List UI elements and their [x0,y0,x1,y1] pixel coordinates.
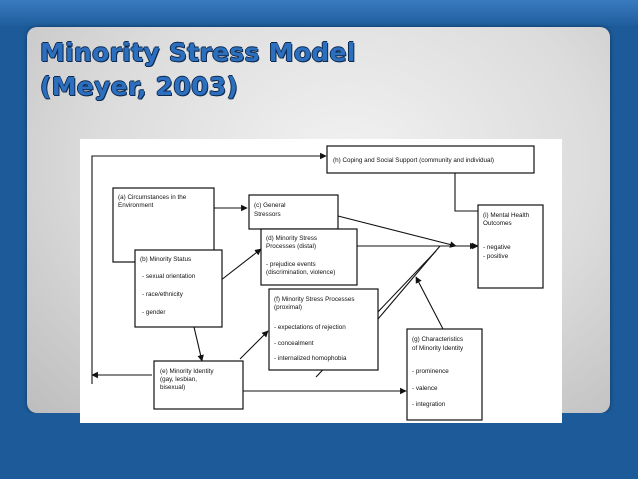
arrow-b-to-d [216,249,261,284]
arrow-e-to-f [240,331,268,359]
box-e-line-2: (gay, lesbian, [160,376,197,383]
box-f-line-2: (proximal) [274,304,302,311]
diagram-image [80,139,562,423]
box-h-label: (h) Coping and Social Support (community and individual) [333,157,495,164]
box-d-distal-stress [261,229,357,285]
box-g-line-1: (g) Characteristics [412,336,464,343]
box-d-line-2: Processes (distal) [266,243,317,250]
box-b-title: (b) Minority Status [140,256,192,263]
box-a-line-1: (a) Circumstances in the [118,194,187,201]
box-g-identity-characteristics [407,329,482,420]
box-f-item: - expectations of rejection [274,324,346,331]
box-g-item: - prominence [412,368,449,375]
box-b-item: - sexual orientation [142,273,196,280]
box-e-line-3: bisexual) [160,384,186,391]
box-h-coping [327,146,534,173]
slide-title [40,36,356,104]
arrow-g-to-i [416,277,443,329]
box-i-line-1: (i) Mental Health [483,212,530,219]
box-f-proximal-stress [269,289,378,370]
slide-title-line-1: Minority Stress Model [40,38,356,67]
box-f-item: - internalized homophobia [274,355,347,362]
box-a-line-2: Environment [118,202,154,209]
box-i-line-2: Outcomes [483,220,512,227]
box-c-line-1: (c) General [254,202,286,209]
box-g-line-2: of Minority Identity [412,345,464,352]
slide-title-line-2: (Meyer, 2003) [40,72,239,101]
box-d-item: (discrimination, violence) [266,269,336,276]
box-i-item: - positive [483,253,509,260]
minority-stress-diagram [80,139,562,423]
box-b-item: - race/ethnicity [142,291,183,298]
box-b-item: - gender [142,309,166,316]
box-f-line-1: (f) Minority Stress Processes [274,296,355,303]
arrow-b-to-e [194,327,202,361]
box-d-line-1: (d) Minority Stress [266,235,318,242]
box-i-mental-health-outcomes [478,205,543,288]
box-c-general-stressors [249,195,338,229]
box-c-line-2: Stressors [254,211,281,218]
slide-frame-top [0,0,638,26]
box-i-item: - negative [483,244,511,251]
box-d-item: - prejudice events [266,261,316,268]
box-e-minority-identity [154,361,243,409]
box-f-item: - concealment [274,340,314,347]
box-e-line-1: (e) Minority Identity [160,368,214,375]
box-g-item: - integration [412,401,446,408]
box-b-minority-status [135,250,222,327]
box-g-item: - valence [412,385,438,392]
